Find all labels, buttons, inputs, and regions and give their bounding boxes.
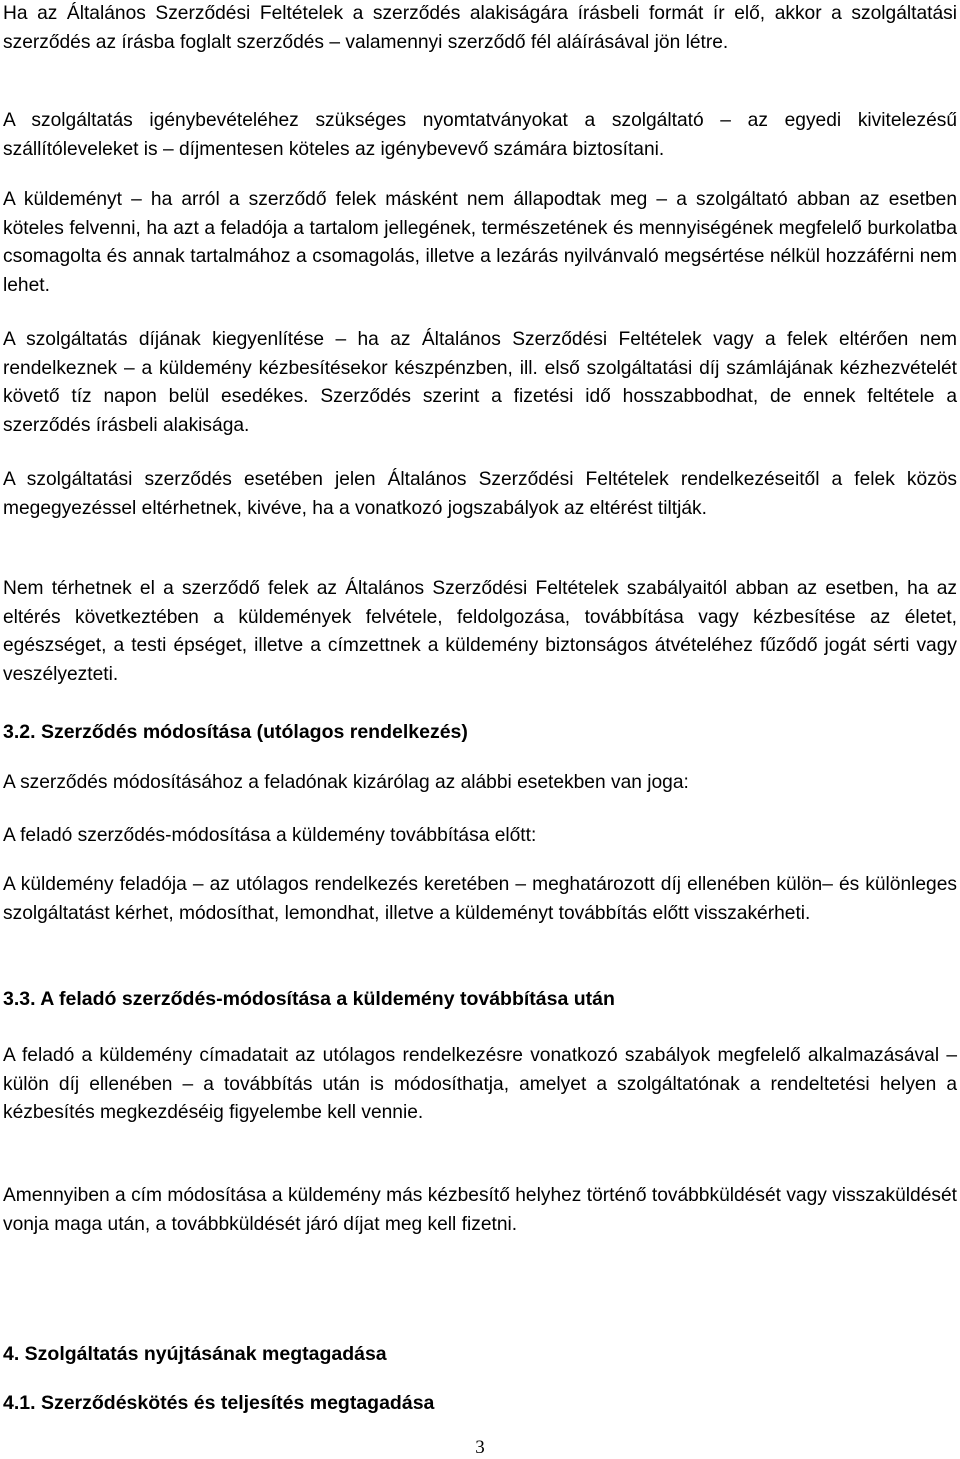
paragraph-forms-provision: A szolgáltatás igénybevételéhez szükséges nyomtatványokat a szolgáltató – az egyedi kivitelezésű szállítóleveleket is – díjmentesen köteles az igénybevevő számára biztosítani. [3,110,957,160]
section-4-1-heading: 4.1. Szerződéskötés és teljesítés megtagadása [3,1392,435,1414]
section-3-3-paragraph-address-change: A feladó a küldemény címadatait az utólagos rendelkezésre vonatkozó szabályok megfelelő alkalmazásával – külön díj ellenében – a továbbítás után is módosíthatja, amelyet a szolgáltatónak a rendeltetési helyen a kézbesítés megkezdéséig figyelembe kell vennie. [3,1045,957,1124]
section-3-2-heading: 3.2. Szerződés módosítása (utólagos rendelkezés) [3,721,468,743]
paragraph-parcel-acceptance: A küldeményt – ha arról a szerződő felek másként nem állapodtak meg – a szolgáltató abban az esetben köteles felvenni, ha azt a feladója a tartalom jellegének, természetének és mennyiségének megfelelő burkolatba csomagolta és annak tartalmához a csomagolás, illetve a lezárás nyilvánvaló megsértése nélkül hozzáférni nem lehet. [3,189,957,296]
section-3-2-body: A küldemény feladója – az utólagos rendelkezés keretében – meghatározott díj ellenében külön– és különleges szolgáltatást kérhet, módosíthat, lemondhat, illetve a küldeményt továbbítás előtt visszakérheti. [3,874,957,924]
section-4-heading: 4. Szolgáltatás nyújtásának megtagadása [3,1343,387,1365]
section-3-3-heading: 3.3. A feladó szerződés-módosítása a küldemény továbbítása után [3,988,615,1010]
section-3-2-subheading: A feladó szerződés-módosítása a küldemény továbbítása előtt: [3,825,537,846]
page-number: 3 [475,1437,485,1458]
paragraph-fee-payment: A szolgáltatás díjának kiegyenlítése – ha az Általános Szerződési Feltételek vagy a felek eltérően nem rendelkeznek – a küldemény kézbesítésekor készpénzben, ill. első szolgáltatási díj számlájának kézhezvételét követő tíz napon belül esedékes. Szerződés szerint a fizetési idő hosszabbodhat, de ennek feltétele a szerződés írásbeli alakisága. [3,329,957,436]
paragraph-deviation-allowed: A szolgáltatási szerződés esetében jelen Általános Szerződési Feltételek rendelkezéseitől a felek közös megegyezéssel eltérhetnek, kivéve, ha a vonatkozó jogszabályok az eltérést tiltják. [3,469,957,519]
section-3-2-intro: A szerződés módosításához a feladónak kizárólag az alábbi esetekben van joga: [3,772,689,793]
paragraph-written-form: Ha az Általános Szerződési Feltételek a szerződés alakiságára írásbeli formát ír elő, akkor a szolgáltatási szerződés az írásba foglalt szerződés – valamennyi szerződő fél aláírásával jön létre. [3,3,957,53]
section-3-3-paragraph-forwarding-fee: Amennyiben a cím módosítása a küldemény más kézbesítő helyhez történő továbbküldését vagy visszaküldését vonja maga után, a továbbküldését járó díjat meg kell fizetni. [3,1185,957,1235]
paragraph-deviation-prohibited: Nem térhetnek el a szerződő felek az Általános Szerződési Feltételek szabályaitól abban az esetben, ha az eltérés következtében a küldemények felvétele, feldolgozása, továbbítása vagy kézbesítése az életet, egészséget, a testi épséget, illetve a címzettnek a küldemény biztonságos átvételéhez fűződő jogát sérti vagy veszélyezteti. [3,578,957,685]
